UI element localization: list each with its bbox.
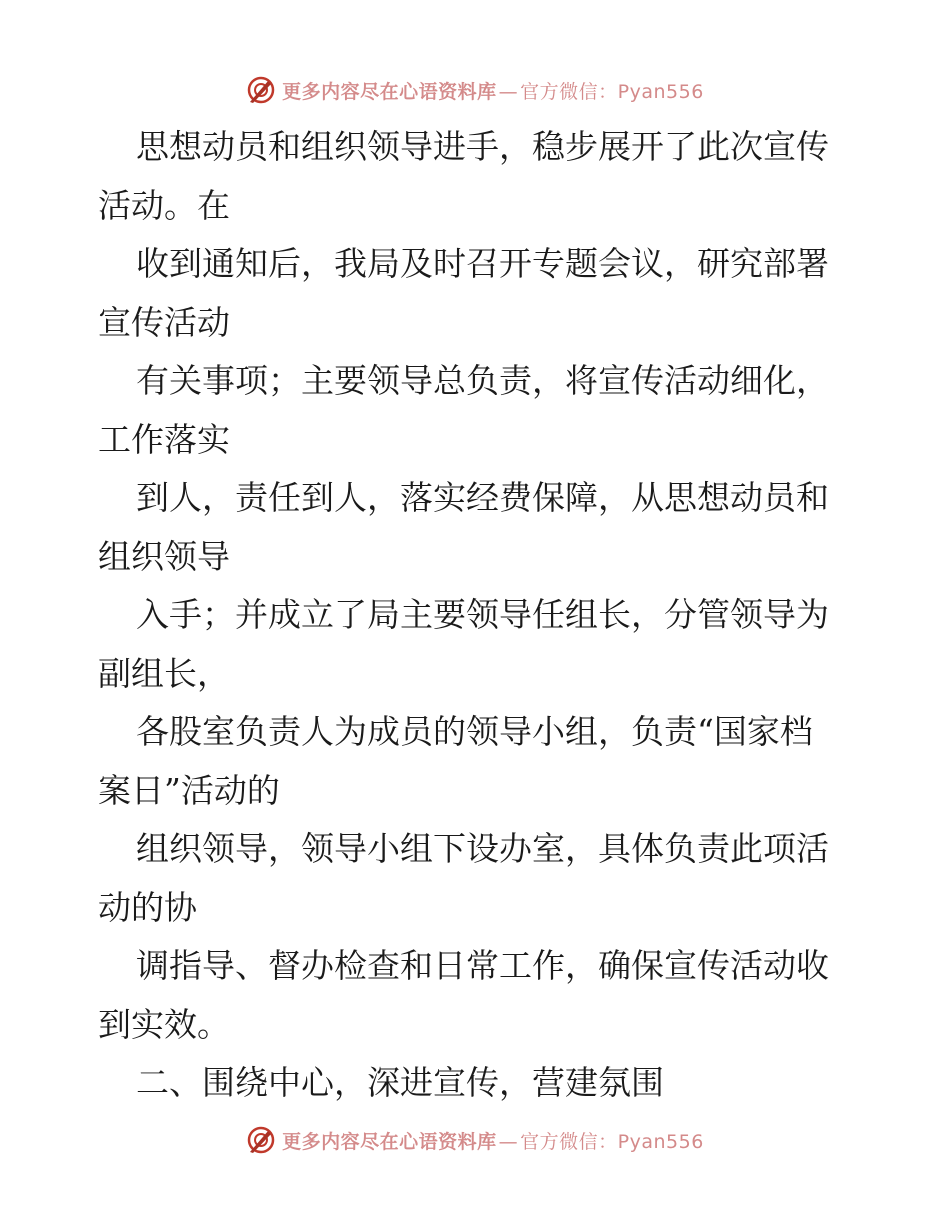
text-line: 到人，责任到人，落实经费保障，从思想动员和 — [136, 478, 829, 517]
text-line: 活动。在 — [98, 185, 230, 225]
text-line: 到实效。 — [98, 1004, 230, 1044]
header-watermark — [0, 70, 950, 110]
text-line: 工作落实 — [98, 419, 230, 459]
text-line: 副组长， — [98, 653, 230, 693]
watermark-brand: 更多内容尽在心语资料库 — [282, 80, 497, 103]
text-line: 收到通知后，我局及时召开专题会议，研究部署 — [136, 244, 829, 283]
footer-watermark — [0, 1120, 950, 1160]
text-line: 各股室负责人为成员的领导小组，负责“国家档 — [136, 712, 813, 751]
document-body — [98, 118, 858, 1113]
text-line: 思想动员和组织领导进手，稳步展开了此次宣传 — [136, 127, 829, 166]
watermark-brand: 更多内容尽在心语资料库 — [282, 1130, 497, 1153]
text-line: 宣传活动 — [98, 302, 230, 342]
text-line: 入手；并成立了局主要领导任组长，分管领导为 — [136, 595, 829, 634]
text-line: 有关事项；主要领导总负责，将宣传活动细化， — [136, 361, 829, 400]
watermark-text — [282, 1127, 704, 1154]
text-line: 组织领导 — [98, 536, 230, 576]
watermark-dash: — — [498, 1130, 519, 1153]
text-line: 调指导、督办检查和日常工作，确保宣传活动收 — [136, 946, 829, 985]
watermark-suffix: 官方微信：Pyan556 — [520, 1130, 704, 1153]
pen-logo-icon — [246, 75, 276, 105]
pen-logo-icon — [246, 1125, 276, 1155]
text-line: 动的协 — [98, 887, 197, 927]
watermark-dash: — — [498, 80, 519, 103]
text-line: 组织领导，领导小组下设办室，具体负责此项活 — [136, 829, 829, 868]
text-line: 案日”活动的 — [98, 770, 280, 810]
watermark-suffix: 官方微信：Pyan556 — [520, 80, 704, 103]
watermark-text — [282, 77, 704, 104]
section-heading: 二、围绕中心，深进宣传，营建氛围 — [136, 1063, 664, 1102]
